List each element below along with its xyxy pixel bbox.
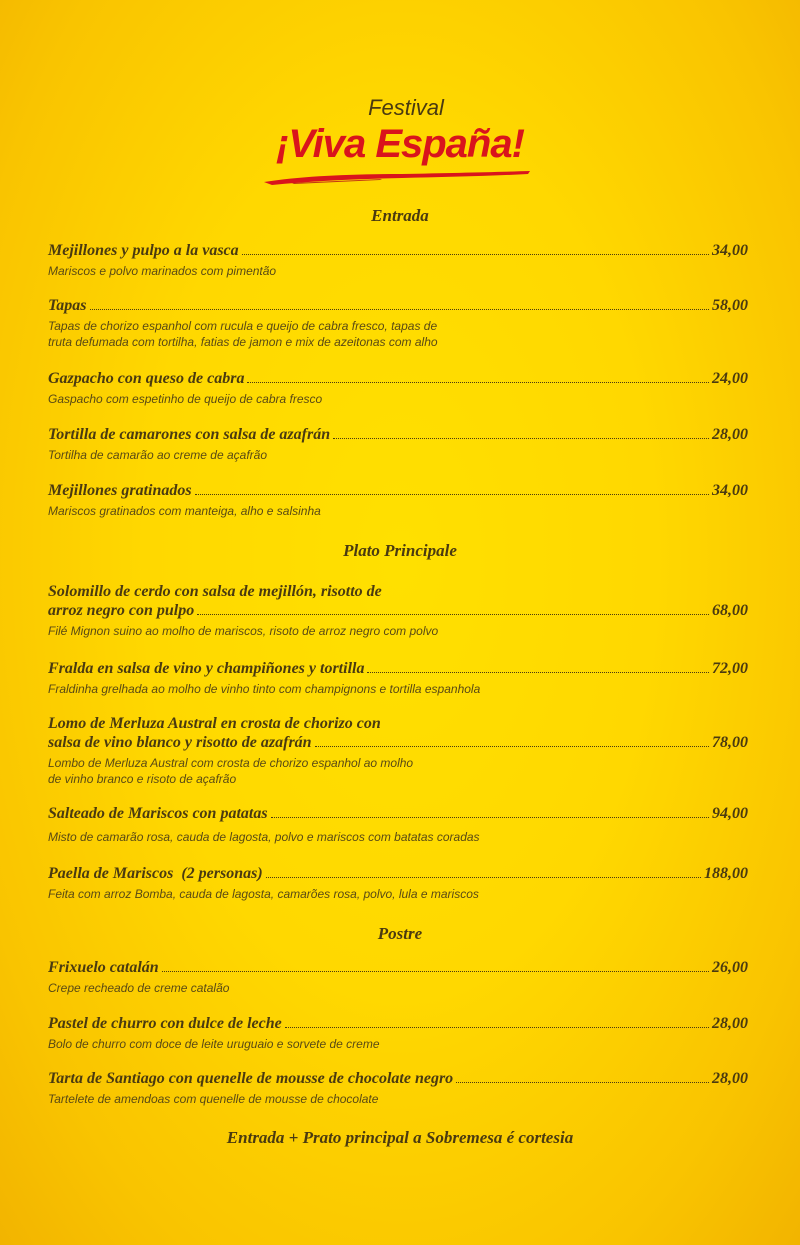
menu-item [48,864,748,902]
item-description: Mariscos e polvo marinados com pimentão [48,264,277,278]
item-description: Crepe recheado de creme catalão [48,981,230,995]
dot-leader [90,309,709,310]
item-description: Fraldinha grelhada ao molho de vinho tinto com champignons e tortilla espanhola [48,682,481,696]
menu-item [48,1069,748,1107]
item-name: Tarta de Santiago con quenelle de mousse de chocolate negro [48,1070,454,1087]
item-price: 24,00 [712,370,748,387]
item-description: Mariscos gratinados com manteiga, alho e salsinha [48,504,321,518]
menu-item [48,241,748,279]
item-price: 68,00 [712,602,748,619]
item-description [48,318,748,350]
item-name: Lomo de Merluza Austral en crosta de chorizo con [48,715,381,732]
item-price: 28,00 [712,1070,748,1087]
item-description-line: Lombo de Merluza Austral com crosta de chorizo espanhol ao molho [48,756,414,770]
menu-item [48,659,748,697]
item-name-continued: arroz negro con pulpo [48,602,195,619]
item-price: 34,00 [712,482,748,499]
dot-leader [456,1082,709,1083]
dot-leader [271,817,709,818]
dot-leader [333,438,709,439]
item-description: Filé Mignon suino ao molho de mariscos, risoto de arroz negro com polvo [48,624,439,638]
menu-item [48,1014,748,1052]
footer-note: Entrada + Prato principal a Sobremesa é cortesia [226,1128,574,1147]
item-name-continued: salsa de vino blanco y risotto de azafrán [48,734,312,751]
menu-item [48,582,748,639]
item-description: Tortilha de camarão ao creme de açafrão [48,448,268,462]
item-name: Mejillones gratinados [48,482,192,499]
menu-item [48,425,748,463]
item-name: Paella de Mariscos (2 personas) [48,865,263,882]
dot-leader [367,672,709,673]
item-name: Gazpacho con queso de cabra [48,370,245,387]
item-name: Fralda en salsa de vino y champiñones y tortilla [48,660,365,677]
item-name: Tapas [48,297,87,314]
item-price: 78,00 [712,734,748,751]
item-price: 188,00 [704,865,748,882]
menu-item [48,296,748,350]
dot-leader [285,1027,709,1028]
item-description [48,755,748,787]
menu-item [48,958,748,996]
section-title-postre: Postre [377,924,423,943]
item-description-line: de vinho branco e risoto de açafrão [48,772,237,786]
menu-item [48,481,748,519]
dot-leader [195,494,709,495]
item-name: Frixuelo catalán [48,959,159,976]
menu-item [48,804,748,845]
brush-stroke-decoration [262,168,532,188]
item-name: Salteado de Mariscos con patatas [48,805,268,822]
menu-title: ¡Viva España! [276,122,524,166]
menu-header [0,95,800,166]
dot-leader [266,877,701,878]
item-price: 58,00 [712,297,748,314]
dot-leader [197,614,709,615]
item-description-line: truta defumada com tortilha, fatias de jamon e mix de azeitonas com alho [48,335,438,349]
dot-leader [247,382,709,383]
item-name: Tortilla de camarones con salsa de azafrán [48,426,331,443]
dot-leader [162,971,709,972]
festival-label: Festival [368,95,444,120]
item-description-line: Tapas de chorizo espanhol com rucula e queijo de cabra fresco, tapas de [48,319,438,333]
item-price: 28,00 [712,426,748,443]
section-title-plato-principale: Plato Principale [343,541,457,560]
item-price: 94,00 [712,805,748,822]
item-price: 72,00 [712,660,748,677]
item-description: Misto de camarão rosa, cauda de lagosta, polvo e mariscos com batatas coradas [48,830,480,844]
item-description: Feita com arroz Bomba, cauda de lagosta, camarões rosa, polvo, lula e mariscos [48,887,479,901]
menu-item [48,369,748,407]
item-name: Mejillones y pulpo a la vasca [48,242,239,259]
item-name: Solomillo de cerdo con salsa de mejillón, risotto de [48,583,382,600]
item-description: Gaspacho com espetinho de queijo de cabra fresco [48,392,323,406]
item-price: 34,00 [712,242,748,259]
dot-leader [242,254,709,255]
item-price: 28,00 [712,1015,748,1032]
menu-item [48,714,748,787]
item-description: Bolo de churro com doce de leite uruguaio e sorvete de creme [48,1037,380,1051]
section-title-entrada: Entrada [371,206,429,225]
dot-leader [315,746,709,747]
item-name: Pastel de churro con dulce de leche [48,1015,282,1032]
item-price: 26,00 [712,959,748,976]
item-description: Tartelete de amendoas com quenelle de mousse de chocolate [48,1092,379,1106]
